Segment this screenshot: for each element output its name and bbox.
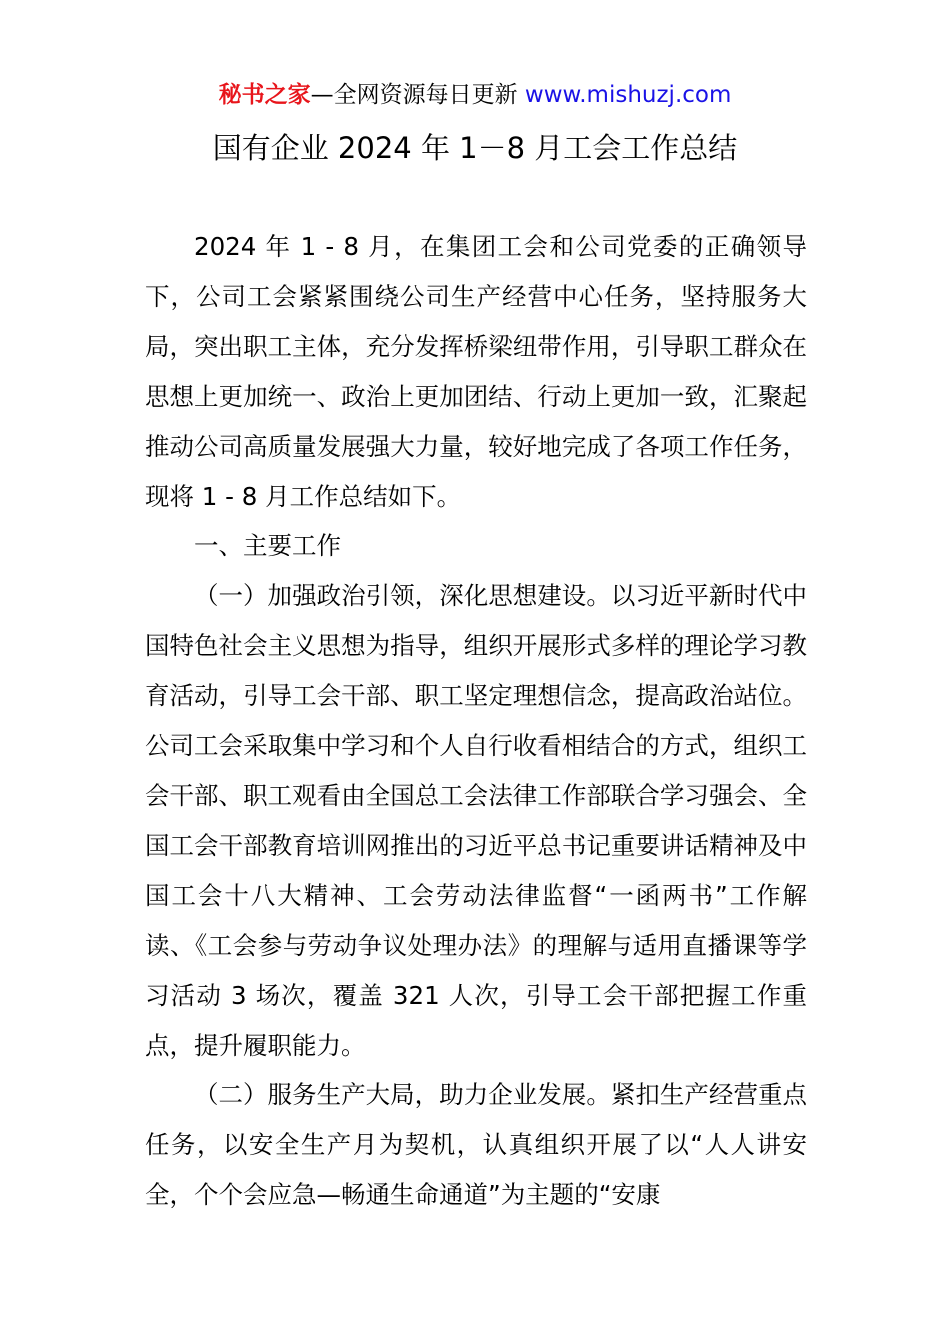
site-header (0, 78, 950, 112)
intro-paragraph: 2024 年 1 - 8 月，在集团工会和公司党委的正确领导下，公司工会紧紧围绕公司生产经营中心任务，坚持服务大局，突出职工主体，充分发挥桥梁纽带作用，引导职工群众在思想上更加统一、政治上更加团结、行动上更加一致，汇聚起推动公司高质量发展强大力量，较好地完成了各项工作任务，现将 1 - 8 月工作总结如下。 (145, 232, 807, 511)
paragraph-serve-production: （二）服务生产大局，助力企业发展。紧扣生产经营重点任务，以安全生产月为契机，认真组织开展了以“人人讲安全，个个会应急—畅通生命通道”为主题的“安康 (145, 1080, 807, 1210)
site-url-link[interactable]: www.mishuzj.com (524, 82, 732, 108)
section-heading-main-work: 一、主要工作 (194, 531, 341, 561)
document-body (145, 222, 807, 1220)
paragraph-political-guidance: （一）加强政治引领，深化思想建设。以习近平新时代中国特色社会主义思想为指导，组织开展形式多样的理论学习教育活动，引导工会干部、职工坚定理想信念，提高政治站位。公司工会采取集中学习和个人自行收看相结合的方式，组织工会干部、职工观看由全国总工会法律工作部联合学习强会、全国工会干部教育培训网推出的习近平总书记重要讲话精神及中国工会十八大精神、工会劳动法律监督“一函两书”工作解读、《工会参与劳动争议处理办法》的理解与适用直播课等学习活动 3 场次，覆盖 321 人次，引导工会干部把握工作重点，提升履职能力。 (145, 581, 807, 1060)
brand-name: 秘书之家 (218, 82, 311, 108)
document-title: 国有企业 2024 年 1－8 月工会工作总结 (212, 131, 738, 165)
header-tagline: —全网资源每日更新 (310, 82, 525, 108)
